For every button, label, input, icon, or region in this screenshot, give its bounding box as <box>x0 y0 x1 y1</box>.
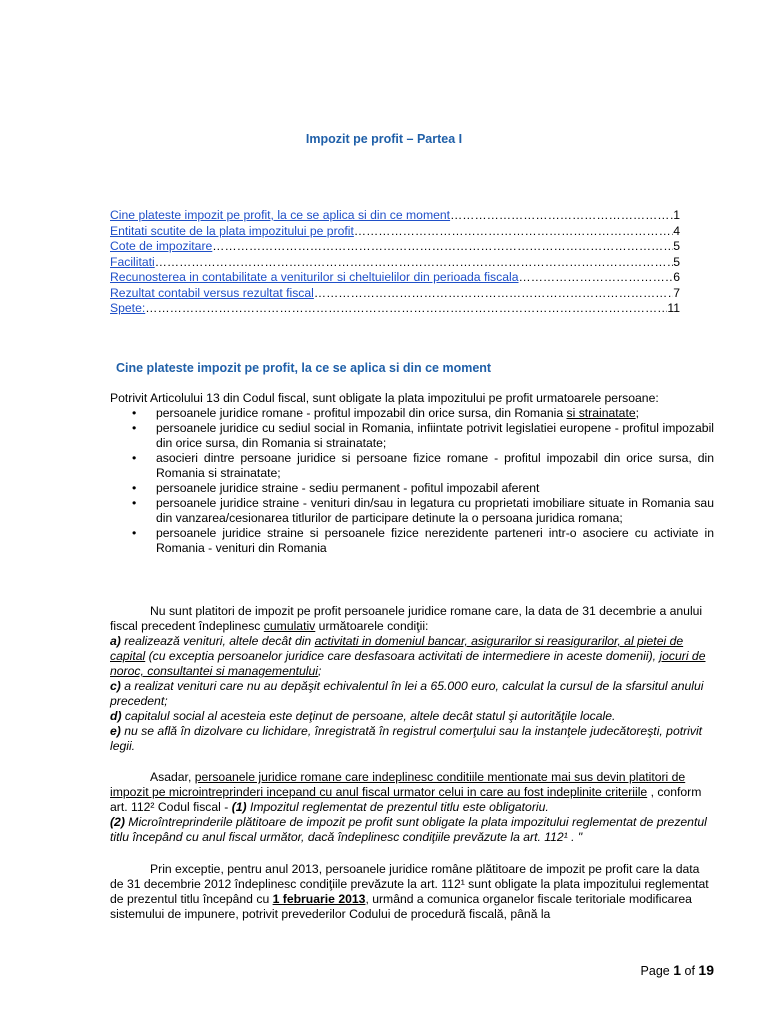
clause-label: (2) <box>110 815 125 829</box>
text: realizează venituri, altele decât din <box>120 634 315 648</box>
section-heading: Cine plateste impozit pe profit, la ce se aplica si din ce moment <box>116 361 492 375</box>
table-of-contents <box>110 208 680 317</box>
underlined-text: cumulativ <box>263 619 316 633</box>
toc-link[interactable]: Spete: <box>110 301 146 315</box>
paragraph-lead <box>110 604 714 634</box>
toc-page-number: 1 <box>673 208 680 222</box>
of-label: of <box>684 964 695 978</box>
list-item: • persoanele juridice straine - sediu permanent - pofitul impozabil aferent <box>110 481 714 496</box>
text: ; <box>318 664 322 678</box>
toc-entry <box>110 255 680 271</box>
intro-text: Potrivit Articolului 13 din Codul fiscal, sunt obligate la plata impozitului pe profit urmatoarele persoane: <box>110 391 659 405</box>
toc-page-number: 5 <box>673 254 680 269</box>
text: , conform art. 112² Codul fiscal - <box>110 785 702 814</box>
condition-e <box>110 724 714 754</box>
text: capitalul social al acesteia este deţinut de persoane, altele decât statul şi autorităţile locale. <box>121 709 616 723</box>
taxpayer-list <box>110 406 714 556</box>
toc-entry <box>110 270 680 286</box>
text: Prin exceptie, pentru anul 2013, persoanele juridice române plătitoare de impozit pe profit care la data de 31 decembrie 2012 îndeplinesc condiţiile prevăzute la art. 112¹ sunt obligate la plata impozitului reglementat de prezentul titlu începând cu <box>110 862 709 906</box>
page-total: 19 <box>698 962 714 978</box>
condition-c <box>110 679 714 709</box>
toc-entry <box>110 286 680 302</box>
toc-page-number: 4 <box>673 223 680 238</box>
underlined-text: jocuri de noroc, consultantei si managementului <box>110 649 706 678</box>
text: următoarele condiţii: <box>315 619 429 633</box>
document-title: Impozit pe profit – Partea I <box>305 132 463 146</box>
paragraph-text <box>110 770 714 815</box>
page-number: 1 <box>673 962 682 978</box>
condition-d <box>110 709 714 724</box>
underlined-text: activitati in domeniul bancar, asigurarilor si reasigurarilor, al pietei de capital <box>110 634 684 663</box>
paragraph-microenterprise <box>110 770 714 845</box>
list-item-text: ; <box>635 406 640 420</box>
underlined-text: si strainatate <box>566 406 636 420</box>
text: Asadar, <box>150 770 195 784</box>
text: (cu exceptia persoanelor juridice care desfasoara activitati de intermediere in aceste domenii), <box>145 649 660 663</box>
clause-label: (1) <box>231 800 247 814</box>
list-item: • asocieri dintre persoane juridice si persoane fizice romane - profitul impozabil din orice sursa, din Romania si strainatate; <box>110 451 714 481</box>
list-item <box>110 406 714 421</box>
toc-entry <box>110 224 680 240</box>
page-footer <box>641 962 714 978</box>
text: nu se află în dizolvare cu lichidare, înregistrată în registrul comerţului sau la instanţele judecătoreşti, potrivit legii. <box>110 724 703 753</box>
list-item: • persoanele juridice straine si persoanele fizice nerezidente parteneri intr-o asociere cu activiate in Romania - venituri din Romania <box>110 526 714 556</box>
paragraph-text <box>110 862 714 922</box>
paragraph-exception <box>110 862 714 922</box>
toc-page-number: 6 <box>673 270 680 284</box>
toc-entry <box>110 239 680 255</box>
paragraph-conditions <box>110 604 714 754</box>
toc-link[interactable]: Entitati scutite de la plata impozitului pe profit <box>110 223 354 238</box>
list-item-text: persoanele juridice romane - profitul impozabil din orice sursa, din Romania <box>156 406 567 420</box>
condition-label: a) <box>110 634 121 648</box>
toc-link[interactable]: Recunosterea in contabilitate a veniturilor si cheltuielilor din perioada fiscala <box>110 270 519 284</box>
toc-page-number: 5 <box>673 239 680 253</box>
text: , urmând a comunica organelor fiscale teritoriale modificarea sistemului de impunere, potrivit prevederilor Codului de procedură fiscală, până la <box>110 892 692 921</box>
condition-label: c) <box>110 679 121 693</box>
text: Nu sunt platitori de impozit pe profit persoanele juridice romane care, la data de 31 decembrie a anului fiscal precedent îndeplinesc <box>110 604 703 633</box>
toc-link[interactable]: Facilitati <box>110 254 155 269</box>
condition-label: e) <box>110 724 121 738</box>
intro-block <box>110 391 714 556</box>
condition-a <box>110 634 714 679</box>
toc-entry <box>110 208 680 224</box>
text: Microîntreprinderile plătitoare de impozit pe profit sunt obligate la plata impozitului reglementat de prezentul titlu începând cu anul fiscal următor, dacă îndeplinesc condiţiile prevăzute la art. 112¹ . " <box>110 815 707 844</box>
list-item: • persoanele juridice cu sediul social in Romania, infiintate potrivit legislatiei europene - profitul impozabil din orice sursa, din Romania si strainatate; <box>110 421 714 451</box>
toc-entry <box>110 301 680 317</box>
page-label: Page <box>640 964 670 978</box>
text: Impozitul reglementat de prezentul titlu este obligatoriu. <box>246 800 549 814</box>
clause-2 <box>110 815 714 845</box>
condition-label: d) <box>110 709 122 723</box>
toc-link[interactable]: Cote de impozitare <box>110 239 213 253</box>
toc-page-number: 7 <box>673 285 680 300</box>
underlined-text: persoanele juridice romane care indeplinesc conditiile mentionate mai sus devin platitori de impozit pe microintreprinderi incepand cu anul fiscal urmator celui in care au fost indeplinite criteriile <box>110 770 686 799</box>
toc-link[interactable]: Rezultat contabil versus rezultat fiscal <box>110 285 314 300</box>
text: a realizat venituri care nu au depăşit echivalentul în lei a 65.000 euro, calculat la cursul de la sfarsitul anului precedent; <box>110 679 704 708</box>
list-item: • persoanele juridice straine - venituri din/sau in legatura cu proprietati imobiliare situate in Romania sau din vanzarea/cesionarea titlurilor de participare detinute la o persoana juridica romana; <box>110 496 714 526</box>
toc-link[interactable]: Cine plateste impozit pe profit, la ce se aplica si din ce moment <box>110 208 451 222</box>
date-text: 1 februarie 2013 <box>272 892 366 906</box>
toc-page-number: 11 <box>667 301 680 315</box>
